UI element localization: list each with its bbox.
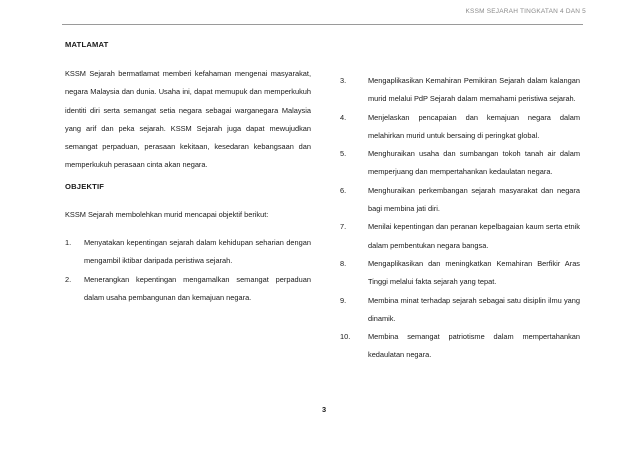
objective-number: 9.: [340, 295, 347, 305]
objective-text: Menyatakan kepentingan sejarah dalam kehidupan seharian dengan mengambil iktibar daripada peristiwa sejarah.: [84, 238, 311, 266]
matlamat-paragraph: KSSM Sejarah bermatlamat memberi kefahaman mengenai masyarakat, negara Malaysia dan dunia. Usaha ini, dapat memupuk dan memperkukuh identiti diri serta semangat setia negara sebagai warganegara Malaysia yang arif dan peka sejarah. KSSM Sejarah juga dapat mewujudkan semangat perpaduan, perasaan kekitaan, kesedaran kebangsaan dan memperkukuh perasaan cinta akan negara.: [65, 69, 311, 170]
objektif-intro: KSSM Sejarah membolehkan murid mencapai objektif berikut:: [65, 210, 269, 219]
objective-number: 6.: [340, 185, 347, 195]
objective-number: 8.: [340, 258, 347, 268]
objective-text: Menghuraikan usaha dan sumbangan tokoh tanah air dalam memperjuang dan mempertahankan kedaulatan negara.: [368, 149, 580, 177]
objective-number: 7.: [340, 222, 347, 232]
objective-text: Menilai kepentingan dan peranan kepelbagaian kaum serta etnik dalam pembentukan negara bangsa.: [368, 222, 580, 250]
matlamat-heading: MATLAMAT: [65, 40, 109, 49]
objective-list-right: [340, 72, 580, 365]
objective-number: 1.: [65, 238, 72, 247]
objective-item-2: [65, 271, 311, 308]
objective-text: Mengaplikasikan Kemahiran Pemikiran Sejarah dalam kalangan murid melalui PdP Sejarah dalam memahami peristiwa sejarah.: [368, 76, 580, 104]
objective-item-9: [340, 292, 580, 329]
objective-text: Mengaplikasikan dan meningkatkan Kemahiran Berfikir Aras Tinggi melalui fakta sejarah yang tepat.: [368, 258, 580, 287]
objective-item-1: [65, 234, 311, 271]
objective-item-5: [340, 145, 580, 182]
objective-item-7: [340, 218, 580, 255]
objective-item-4: [340, 109, 580, 146]
objective-text: Menjelaskan pencapaian dan kemajuan negara dalam melahirkan murid untuk bersaing di peringkat global.: [368, 112, 580, 140]
objective-text: Membina semangat patriotisme dalam mempertahankan kedaulatan negara.: [368, 332, 580, 360]
objektif-heading: OBJEKTIF: [65, 182, 105, 191]
objective-item-10: [340, 328, 580, 365]
objective-number: 10.: [340, 332, 351, 342]
objective-text: Membina minat terhadap sejarah sebagai satu disiplin ilmu yang dinamik.: [368, 295, 580, 323]
objective-item-6: [340, 182, 580, 219]
objective-number: 4.: [340, 112, 347, 122]
objective-item-8: [340, 255, 580, 292]
objective-number: 5.: [340, 149, 347, 159]
objective-number: 3.: [340, 76, 347, 85]
objective-text: Menerangkan kepentingan mengamalkan semangat perpaduan dalam usaha pembangunan dan kemajuan negara.: [84, 274, 311, 302]
objective-item-3: [340, 72, 580, 109]
objective-list-left: [65, 234, 311, 307]
running-header: KSSM SEJARAH TINGKATAN 4 DAN 5: [465, 8, 586, 15]
header-rule: [62, 24, 583, 25]
page-number: 3: [322, 405, 327, 414]
objective-text: Menghuraikan perkembangan sejarah masyarakat dan negara bagi membina jati diri.: [368, 185, 580, 214]
objective-number: 2.: [65, 274, 72, 284]
